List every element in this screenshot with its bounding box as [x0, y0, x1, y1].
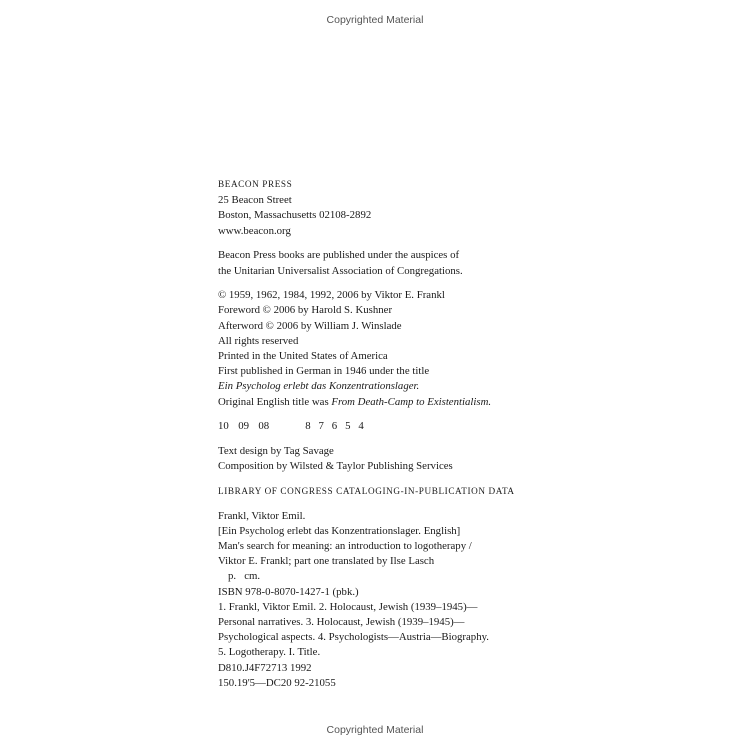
auspices-line: the Unitarian Universalist Association of Congregations. [218, 264, 463, 277]
copyright-page [218, 177, 728, 691]
auspices-note [218, 248, 728, 278]
auspices-line: Beacon Press books are published under the auspices of [218, 249, 460, 262]
text-design-credit: Text design by Tag Savage [218, 445, 334, 458]
printed-in: Printed in the United States of America [218, 350, 388, 363]
copyright-banner-top: Copyrighted Material [326, 14, 424, 26]
publisher-website: www.beacon.org [218, 224, 291, 237]
rights-block [218, 288, 728, 410]
cip-isbn: ISBN 978-0-8070-1427-1 (pbk.) [218, 585, 359, 598]
cip-heading: LIBRARY OF CONGRESS CATALOGING-IN-PUBLICATION DATA [218, 485, 515, 496]
printing-codes [218, 419, 728, 434]
cip-line: p. cm. [228, 570, 261, 583]
afterword-credit: Afterword © 2006 by William J. Winslade [218, 319, 402, 332]
cip-line: Man's search for meaning: an introduction to logotherapy / [218, 540, 472, 553]
german-title [218, 379, 728, 394]
printing-years: 10 09 08 [218, 420, 270, 433]
cip-line: Psychological aspects. 4. Psychologists—Austria—Biography. [218, 631, 489, 644]
copyright-banner-bottom: Copyrighted Material [326, 724, 424, 736]
cip-line: 1. Frankl, Viktor Emil. 2. Holocaust, Jewish (1939–1945)— [218, 600, 478, 613]
publisher-name: BEACON PRESS [218, 179, 293, 189]
cip-line: 5. Logotherapy. I. Title. [218, 646, 321, 659]
cip-line: Frankl, Viktor Emil. [218, 509, 306, 522]
publisher-city: Boston, Massachusetts 02108-2892 [218, 209, 372, 222]
first-published: First published in German in 1946 under the title [218, 365, 430, 378]
copyright-line: © 1959, 1962, 1984, 1992, 2006 by Viktor E. Frankl [218, 289, 445, 302]
rights-reserved: All rights reserved [218, 334, 299, 347]
credits-block [218, 444, 728, 474]
cip-line: Personal narratives. 3. Holocaust, Jewish (1939–1945)— [218, 616, 465, 629]
printing-sequence: 8 7 6 5 4 [305, 420, 366, 433]
cip-data-block [218, 509, 728, 691]
foreword-credit: Foreword © 2006 by Harold S. Kushner [218, 304, 393, 317]
cip-line: Viktor E. Frankl; part one translated by Ilse Lasch [218, 555, 435, 568]
cip-classification: D810.J4F72713 1992 [218, 661, 312, 674]
german-title-text: Ein Psycholog erlebt das Konzentrationslager. [218, 380, 420, 393]
original-title-prefix: Original English title was [218, 395, 332, 408]
cip-dewey: 150.19'5—DC20 92-21055 [218, 676, 336, 689]
original-title-text: From Death-Camp to Existentialism. [331, 395, 492, 408]
original-title [218, 395, 728, 410]
cip-line: [Ein Psycholog erlebt das Konzentrationslager. English] [218, 524, 461, 537]
composition-credit: Composition by Wilsted & Taylor Publishing Services [218, 460, 453, 473]
publisher-street: 25 Beacon Street [218, 194, 292, 207]
publisher-block [218, 177, 728, 239]
